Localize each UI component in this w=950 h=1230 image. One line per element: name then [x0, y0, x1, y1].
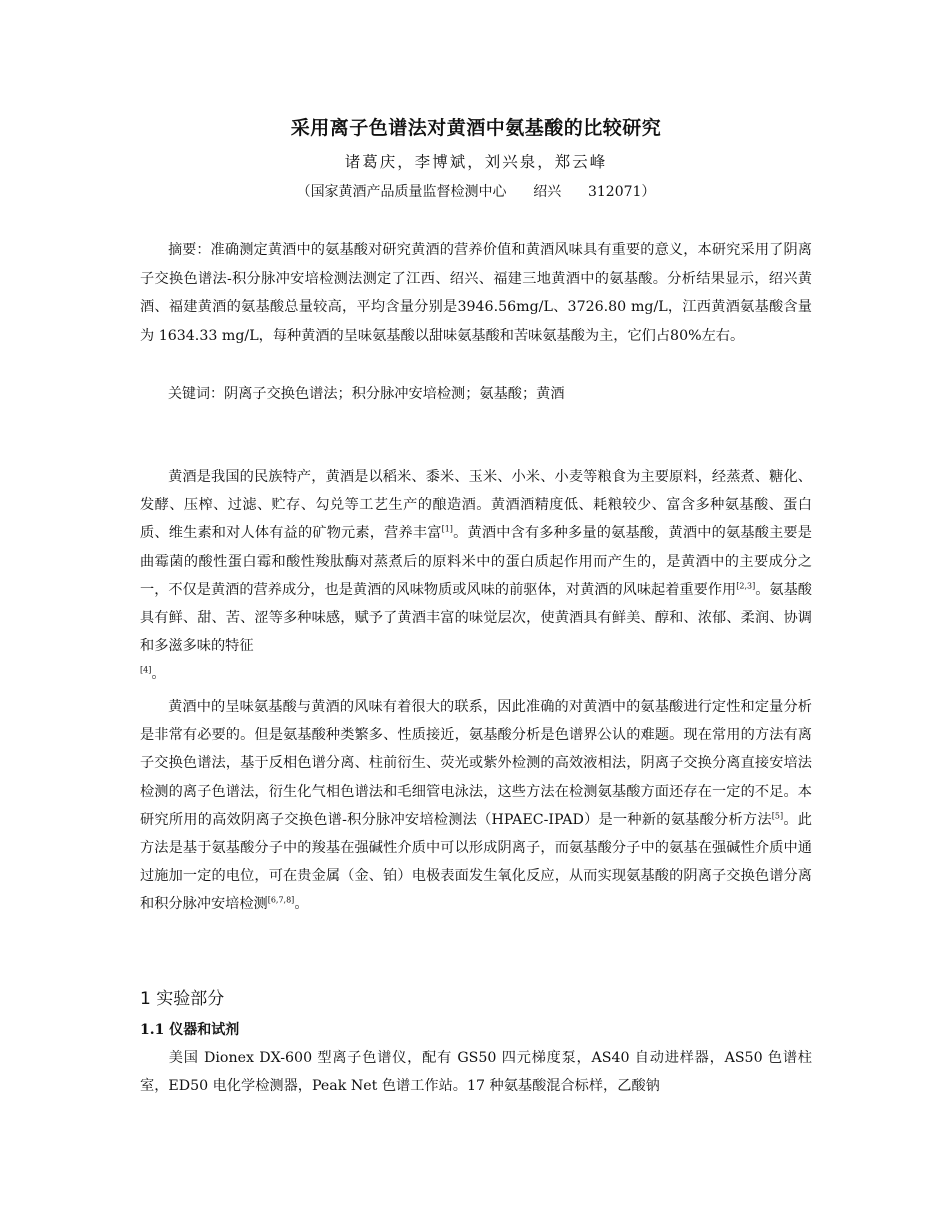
paragraph-text: 黄酒中的呈味氨基酸与黄酒的风味有着很大的联系，因此准确的对黄酒中的氨基酸进行定性和定量分析是非常有必要的。但是氨基酸种类繁多、性质接近，氨基酸分析是色谱界公认的难题。现在常用的方法有离子交换色谱法，基于反相色谱分离、柱前衍生、荧光或紫外检测的高效液相法，阴离子交换分离直接安培法检测的离子色谱法，衍生化气相色谱法和毛细管电泳法，这些方法在检测氨基酸方面还存在一定的不足。本研究所用的高效阴离子交换色谱-积分脉冲安培检测法（HPAEC-IPAD）是一种新的氨基酸分析方法: [140, 699, 812, 828]
intro-paragraph-1: [140, 463, 812, 689]
paragraph-text: 。此方法是基于氨基酸分子中的羧基在强碱性介质中可以形成阴离子，而氨基酸分子中的氨基在强碱性介质中通过施加一定的电位，可在贵金属（金、铂）电极表面发生氧化反应，从而实现氨基酸的阴离子交换色谱分离和积分脉冲安培检测: [140, 811, 812, 913]
methods-paragraph: [140, 1044, 812, 1100]
paragraph-text: 。: [151, 666, 166, 683]
paragraph-text: 黄酒是我国的民族特产，黄酒是以稻米、黍米、玉米、小米、小麦等粮食为主要原料，经蒸煮、糖化、发酵、压榨、过滤、贮存、勾兑等工艺生产的酿造酒。黄酒酒精度低、耗粮较少、富含多种氨基酸、蛋白质、维生素和对人体有益的矿物元素，营养丰富: [140, 469, 812, 542]
keywords: [140, 380, 812, 408]
paragraph-text: 。: [294, 896, 309, 913]
subsection-heading: 1.1 仪器和试剂: [140, 1022, 240, 1038]
paragraph-text: 。黄酒中含有多种多量的氨基酸，黄酒中的氨基酸主要是曲霉菌的酸性蛋白霉和酸性羧肽酶对蒸煮后的原料米中的蛋白质起作用而产生的，是黄酒中的主要成分之一，不仅是黄酒的营养成分，也是黄酒的风味物质或风味的前驱体，对黄酒的风味起着重要作用: [140, 525, 812, 598]
affiliation-org: 国家黄酒产品质量监督检测中心: [310, 184, 507, 200]
citation-ref: [2,3]: [736, 581, 756, 591]
citation-ref: [4]: [140, 665, 152, 675]
affiliation-city: 绍兴: [533, 184, 562, 200]
affiliation-close: ）: [641, 184, 656, 200]
affiliation-postcode: 312071: [587, 184, 642, 200]
abstract-text: 准确测定黄酒中的氨基酸对研究黄酒的营养价值和黄酒风味具有重要的意义，本研究采用了阴离子交换色谱法-积分脉冲安培检测法测定了江西、绍兴、福建三地黄酒中的氨基酸。分析结果显示，绍兴黄酒、福建黄酒的氨基酸总量较高，平均含量分别是3946.56mg/L、3726.80 mg/L，江西黄酒氨基酸含量为 1634.33 mg/L，每种黄酒的呈味氨基酸以甜味氨基酸和苦味氨基酸为主，它们占80%左右。: [140, 242, 812, 344]
keywords-label: 关键词：: [168, 386, 224, 402]
abstract-label: 摘要：: [168, 242, 211, 258]
paragraph-text: 美国 Dionex DX-600 型离子色谱仪，配有 GS50 四元梯度泵，AS40 自动进样器，AS50 色谱柱室，ED50 电化学检测器，Peak Net 色谱工作站。17 种氨基酸混合标样，乙酸钠: [140, 1050, 812, 1095]
citation-ref: [1]: [441, 524, 453, 534]
section-heading: 1 实验部分: [140, 989, 225, 1009]
abstract: [140, 236, 812, 350]
citation-ref: [5]: [771, 811, 784, 821]
keywords-text: 阴离子交换色谱法；积分脉冲安培检测；氨基酸；黄酒: [224, 386, 565, 402]
affiliation: [140, 181, 812, 201]
affiliation-open: （: [296, 184, 311, 200]
citation-ref: [6,7,8]: [267, 895, 295, 905]
paper-title: 采用离子色谱法对黄酒中氨基酸的比较研究: [290, 117, 662, 139]
paragraph-text: 。氨基酸具有鲜、甜、苦、涩等多种味感，赋予了黄酒丰富的味觉层次，使黄酒具有鲜美、醇和、浓郁、柔润、协调和多滋多味的特征: [140, 581, 812, 655]
intro-paragraph-2: [140, 693, 812, 919]
author-list: 诸葛庆，李博斌，刘兴泉，郑云峰: [344, 153, 608, 171]
